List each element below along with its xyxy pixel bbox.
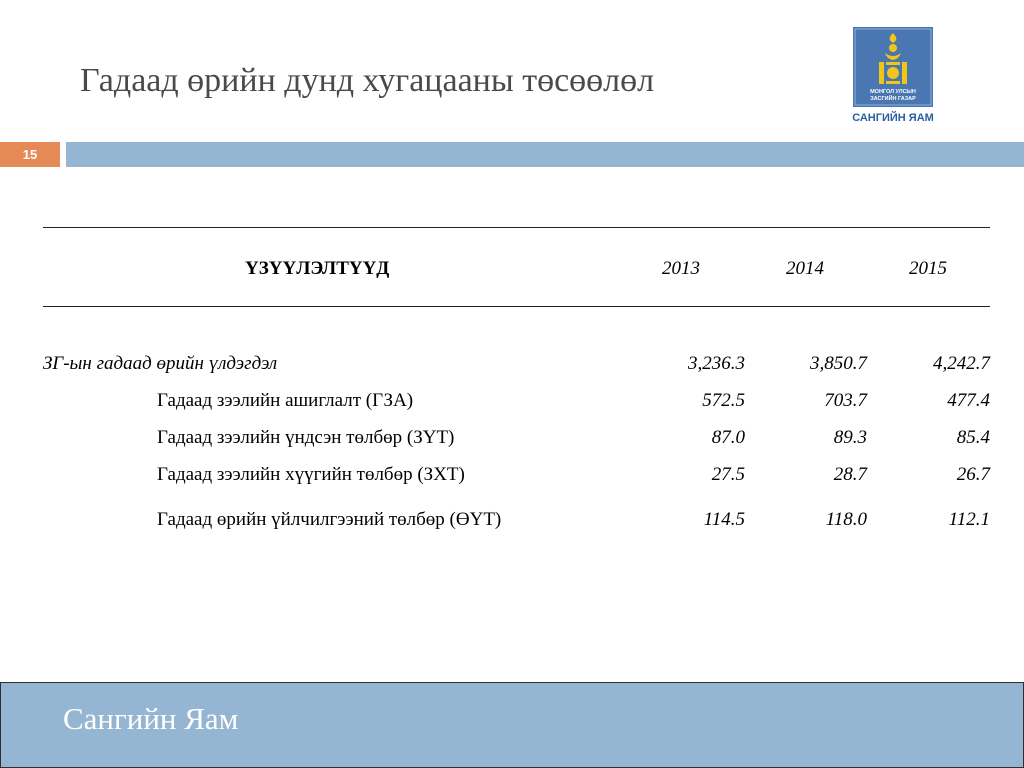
row-value: 118.0 xyxy=(825,509,867,530)
header-accent-bar xyxy=(66,142,1024,167)
table-header-year-2015: 2015 xyxy=(909,258,947,279)
table-header-year-2014: 2014 xyxy=(786,258,824,279)
row-value: 477.4 xyxy=(947,390,990,411)
table-header-rule xyxy=(43,306,990,307)
government-emblem-logo xyxy=(853,27,933,107)
table-row xyxy=(0,509,1024,535)
row-label: Гадаад зээлийн хүүгийн төлбөр (ЗХТ) xyxy=(157,464,465,485)
table-header-label: ҮЗҮҮЛЭЛТҮҮД xyxy=(245,258,390,279)
table-row xyxy=(0,390,1024,416)
logo-text-line-1: МОНГОЛ УЛСЫН xyxy=(870,89,916,95)
footer-band xyxy=(0,682,1024,768)
row-value: 4,242.7 xyxy=(933,353,990,374)
table-header-year-2013: 2013 xyxy=(662,258,700,279)
row-value: 703.7 xyxy=(824,390,867,411)
row-value: 26.7 xyxy=(956,464,990,485)
table-row xyxy=(0,353,1024,379)
table-top-rule xyxy=(43,227,990,228)
table-row xyxy=(0,464,1024,490)
row-value: 114.5 xyxy=(703,509,745,530)
page-number-badge: 15 xyxy=(0,142,60,167)
row-value: 85.4 xyxy=(956,427,990,448)
footer-text: Сангийн Яам xyxy=(63,701,239,736)
row-value: 112.1 xyxy=(948,509,990,530)
row-value: 572.5 xyxy=(702,390,745,411)
row-value: 3,236.3 xyxy=(688,353,745,374)
row-value: 89.3 xyxy=(833,427,867,448)
row-value: 27.5 xyxy=(711,464,745,485)
row-value: 3,850.7 xyxy=(810,353,867,374)
logo-caption: САНГИЙН ЯАМ xyxy=(852,112,934,124)
row-value: 87.0 xyxy=(711,427,745,448)
logo-text-line-2: ЗАСГИЙН ГАЗАР xyxy=(870,96,916,102)
row-label: Гадаад зээлийн ашиглалт (ГЗА) xyxy=(157,390,414,411)
row-label: Гадаад зээлийн үндсэн төлбөр (ЗҮТ) xyxy=(157,427,455,448)
row-value: 28.7 xyxy=(833,464,867,485)
row-label: Гадаад өрийн үйлчилгээний төлбөр (ӨҮТ) xyxy=(157,509,502,530)
table-row xyxy=(0,427,1024,453)
row-label: ЗГ-ын гадаад өрийн үлдэгдэл xyxy=(43,353,278,374)
slide-title: Гадаад өрийн дунд хугацааны төсөөлөл xyxy=(80,62,655,99)
